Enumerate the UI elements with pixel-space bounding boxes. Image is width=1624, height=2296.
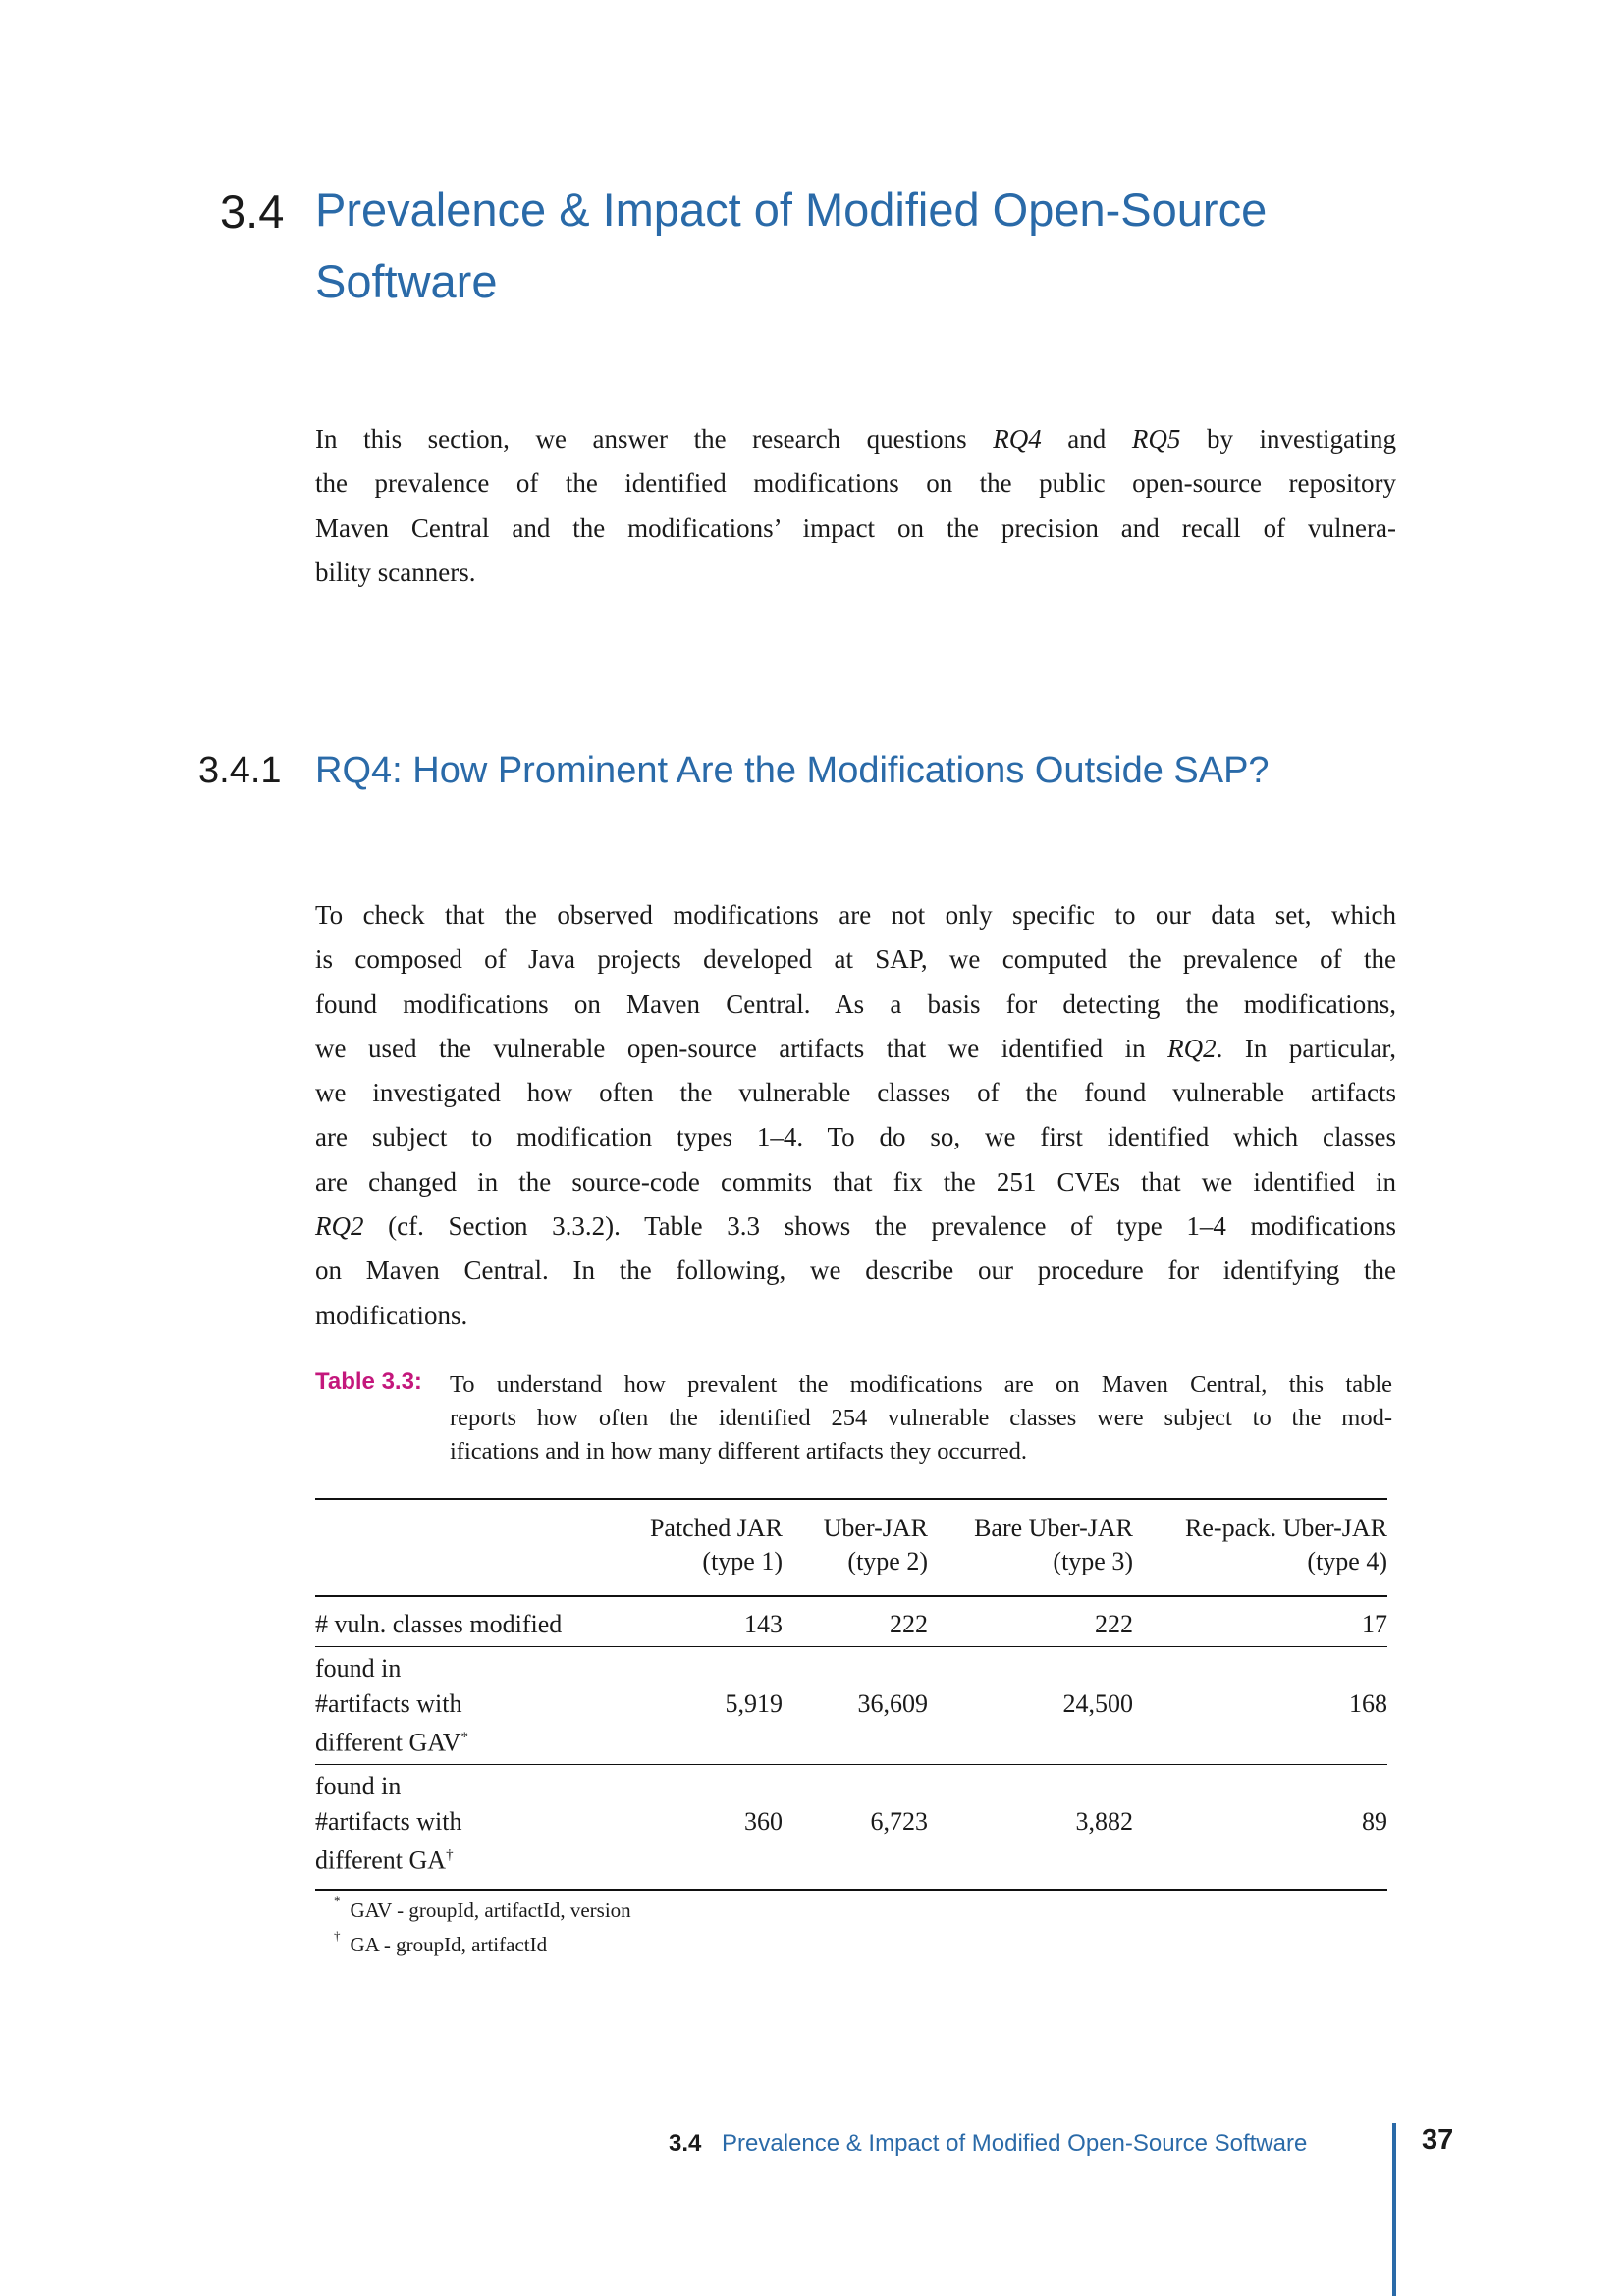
subsection-title: RQ4: How Prominent Are the Modifications Outside SAP?: [315, 750, 1270, 791]
section-title-line-1: Prevalence & Impact of Modified Open-Source: [315, 184, 1268, 236]
table-cell: 5,919: [725, 1688, 783, 1718]
row-label: #artifacts with: [315, 1688, 462, 1718]
table-cell: 6,723: [870, 1806, 928, 1836]
intro-paragraph: [315, 417, 1396, 595]
table-cell: 222: [1095, 1610, 1133, 1638]
section-title-line-2: Software: [315, 255, 498, 307]
text-line: [315, 1294, 1396, 1338]
caption-line: reports how often the identified 254 vulnerable classes were subject to the mod-: [450, 1405, 1392, 1431]
italic-term: RQ2: [1167, 1033, 1217, 1063]
table-cell: 222: [890, 1610, 928, 1638]
row-label: [315, 1839, 454, 1878]
table-cell: 143: [744, 1610, 783, 1638]
text-run: bility scanners.: [315, 557, 476, 587]
column-header: Re-pack. Uber-JAR: [1185, 1514, 1387, 1542]
footnote-text: GAV - groupId, artifactId, version: [350, 1898, 631, 1922]
page-number: 37: [1422, 2124, 1454, 2156]
footnote-mark: *: [334, 1894, 341, 1908]
text-line: [315, 551, 1396, 595]
caption-line: To understand how prevalent the modifications are on Maven Central, this table: [450, 1371, 1392, 1398]
text-run: the prevalence of the identified modifications on the public open-source repository: [315, 468, 1396, 499]
text-run: To check that the observed modifications are not only specific to our data set, which: [315, 900, 1396, 930]
table-cell: 17: [1362, 1610, 1387, 1638]
table-top-rule: [315, 1498, 1387, 1500]
text-run: found modifications on Maven Central. As a basis for detecting the modifications,: [315, 988, 1396, 1019]
table-header-rule: [315, 1595, 1387, 1597]
row-label-mark: *: [460, 1730, 469, 1745]
row-label-mark: †: [446, 1847, 454, 1863]
footer-section-number: 3.4: [669, 2130, 702, 2157]
text-line: [315, 507, 1396, 551]
text-run: . In particular,: [1216, 1033, 1396, 1063]
row-label-text: different GA: [315, 1845, 447, 1875]
table-cell: 36,609: [857, 1688, 928, 1718]
text-run: are changed in the source-code commits that fix the 251 CVEs that we identified in: [315, 1166, 1396, 1197]
text-run: we investigated how often the vulnerable classes of the found vulnerable artifacts: [315, 1078, 1396, 1108]
text-line: [315, 937, 1396, 982]
text-line: [315, 893, 1396, 937]
column-header: Uber-JAR: [823, 1514, 928, 1542]
footnote: [334, 1928, 548, 1957]
subsection-number: 3.4.1: [198, 750, 282, 791]
row-label: # vuln. classes modified: [315, 1610, 563, 1638]
table-cell: 89: [1362, 1806, 1387, 1836]
text-line: [315, 417, 1396, 461]
row-label: [315, 1721, 468, 1760]
text-run: on Maven Central. In the following, we describe our procedure for identifying the: [315, 1255, 1396, 1286]
footnote: [334, 1894, 631, 1923]
table-cell: 3,882: [1075, 1806, 1133, 1836]
text-run: and: [1041, 424, 1132, 454]
column-header: Bare Uber-JAR: [974, 1514, 1133, 1542]
italic-term: RQ2: [315, 1211, 364, 1242]
table-row-rule: [315, 1764, 1387, 1765]
body-paragraph: [315, 893, 1396, 1338]
text-run: (cf. Section 3.3.2). Table 3.3 shows the prevalence of type 1–4 modifications: [363, 1211, 1396, 1242]
table-caption: [450, 1368, 1392, 1468]
text-run: modifications.: [315, 1300, 468, 1330]
column-header-sub: (type 3): [1053, 1547, 1133, 1575]
text-line: [315, 1027, 1396, 1071]
text-line: [315, 983, 1396, 1027]
section-number: 3.4: [220, 186, 285, 238]
table-cell: 168: [1349, 1688, 1387, 1718]
text-line: [315, 1115, 1396, 1159]
table-cell: 360: [744, 1806, 783, 1836]
footer-divider: [1392, 2123, 1396, 2296]
text-run: is composed of Java projects developed at SAP, we computed the prevalence of the: [315, 944, 1396, 975]
column-header-sub: (type 2): [847, 1547, 928, 1575]
table-bottom-rule: [315, 1889, 1387, 1891]
text-run: we used the vulnerable open-source artifacts that we identified in: [315, 1033, 1168, 1063]
row-label-text: different GAV: [315, 1728, 461, 1757]
text-run: by investigating: [1180, 424, 1396, 454]
table-caption-label: Table 3.3:: [315, 1368, 422, 1395]
text-run: are subject to modification types 1–4. To do so, we first identified which classes: [315, 1122, 1396, 1152]
italic-term: RQ5: [1131, 424, 1181, 454]
text-run: Maven Central and the modifications’ impact on the precision and recall of vulnera-: [315, 512, 1396, 543]
text-line: [315, 1071, 1396, 1115]
italic-term: RQ4: [993, 424, 1042, 454]
column-header: Patched JAR: [649, 1514, 783, 1542]
text-line: [315, 1160, 1396, 1204]
column-header-sub: (type 4): [1307, 1547, 1387, 1575]
text-run: In this section, we answer the research questions: [315, 424, 994, 454]
row-label: found in: [315, 1772, 402, 1800]
caption-line: ifications and in how many different artifacts they occurred.: [450, 1438, 1028, 1465]
text-line: [315, 461, 1396, 506]
row-label: found in: [315, 1654, 402, 1682]
footnote-mark: †: [334, 1928, 341, 1943]
text-line: [315, 1204, 1396, 1249]
row-label: #artifacts with: [315, 1806, 462, 1836]
table-cell: 24,500: [1062, 1688, 1133, 1718]
footnote-text: GA - groupId, artifactId: [350, 1933, 548, 1956]
column-header-sub: (type 1): [702, 1547, 783, 1575]
text-line: [315, 1249, 1396, 1293]
table-row-rule: [315, 1646, 1387, 1647]
footer-section-title: Prevalence & Impact of Modified Open-Source Software: [722, 2130, 1308, 2157]
